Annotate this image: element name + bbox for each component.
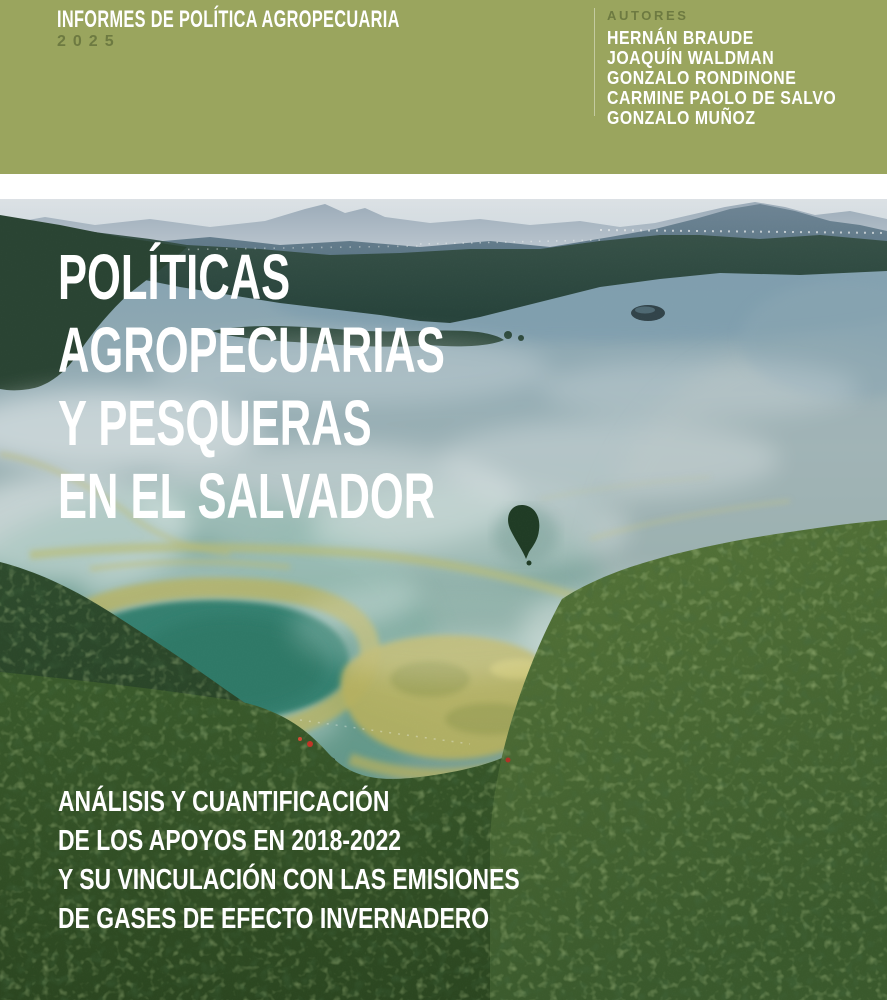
title-line: Y PESQUERAS — [58, 387, 372, 459]
cover-photo — [0, 199, 887, 1000]
title-line: POLÍTICAS — [58, 241, 291, 313]
subtitle-line: DE GASES DE EFECTO INVERNADERO — [58, 903, 490, 935]
authors-block — [594, 8, 868, 128]
cover-title — [58, 241, 627, 533]
title-line: AGROPECUARIAS — [58, 314, 445, 386]
author-name: HERNÁN BRAUDE — [607, 28, 754, 48]
series-year: 2025 — [57, 33, 121, 50]
series-title: INFORMES DE POLÍTICA AGROPECUARIA — [57, 6, 400, 33]
subtitle-line: Y SU VINCULACIÓN CON LAS EMISIONES — [58, 864, 520, 896]
title-line: EN EL SALVADOR — [58, 460, 436, 532]
author-name: CARMINE PAOLO DE SALVO — [607, 88, 837, 108]
subtitle-line: DE LOS APOYOS EN 2018-2022 — [58, 825, 401, 857]
author-name: GONZALO RONDINONE — [607, 68, 797, 88]
banner — [0, 0, 887, 174]
authors-label: AUTORES — [607, 8, 689, 23]
author-name: GONZALO MUÑOZ — [607, 108, 756, 128]
cover-subtitle — [58, 783, 642, 939]
subtitle-line: ANÁLISIS Y CUANTIFICACIÓN — [58, 786, 390, 818]
author-name: JOAQUÍN WALDMAN — [607, 48, 775, 68]
